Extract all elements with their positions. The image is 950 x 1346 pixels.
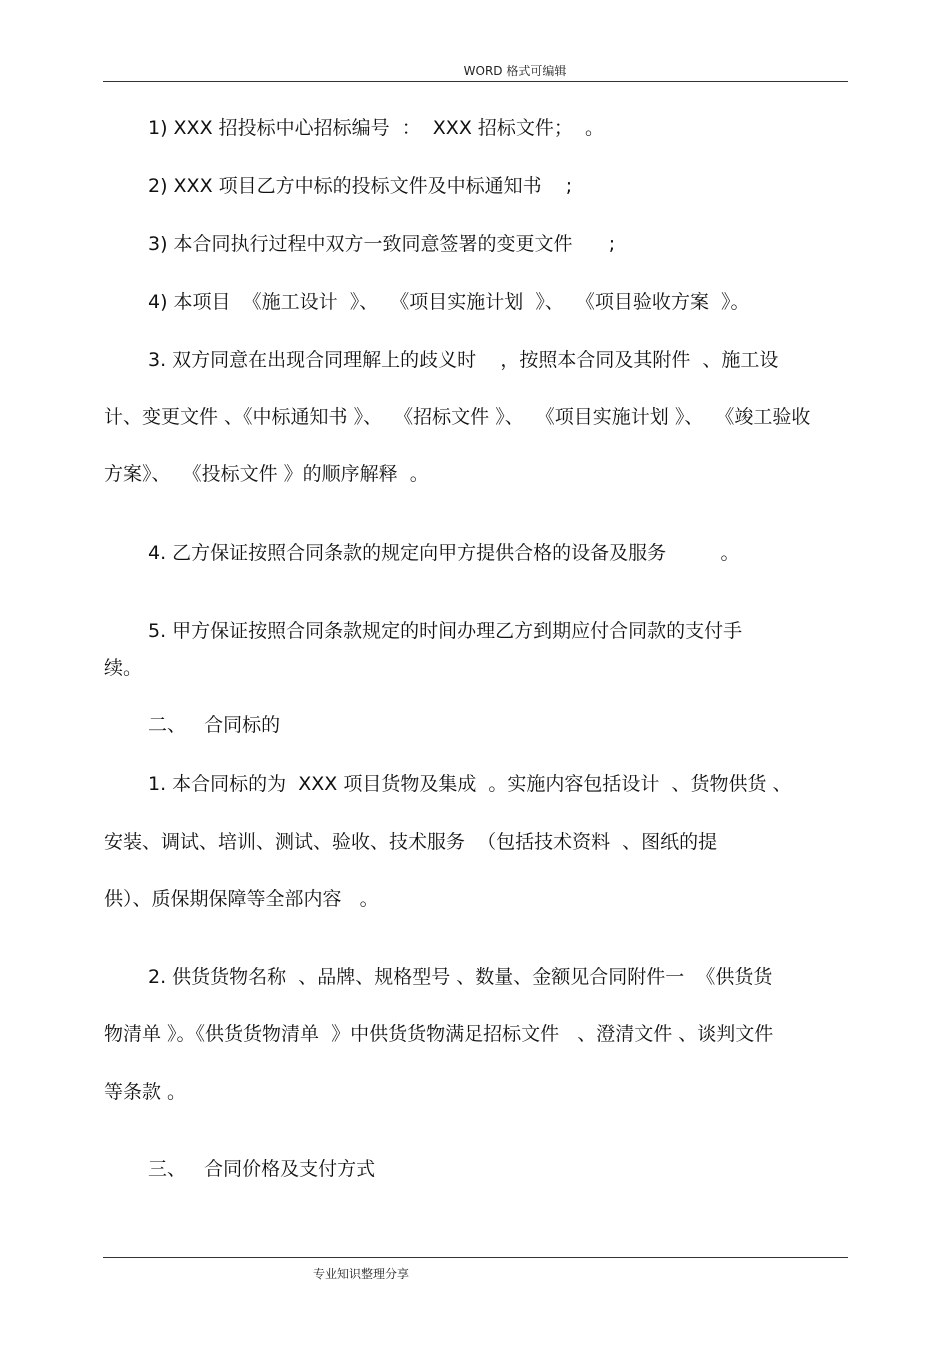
clause-line: 计、变更文件 、《中标通知书 》、 《招标文件 》、 《项目实施计划 》、 《竣工验收 (104, 406, 811, 428)
footer-rule (103, 1257, 848, 1258)
section-heading: 二、 合同标的 (148, 714, 281, 736)
clause-line: 供）、质保期保障等全部内容 。 (104, 888, 379, 910)
clause-line: 4) 本项目 《施工设计 》、 《项目实施计划 》、 《项目验收方案 》。 (148, 291, 750, 313)
clause-line: 等条款 。 (104, 1081, 187, 1103)
clause-line: 物清单 》。《供货货物清单 》中供货货物满足招标文件 、澄清文件 、谈判文件 (104, 1023, 774, 1045)
header-rule (103, 81, 848, 82)
clause-line: 安装、调试、培训、测试、验收、技术服务 （包括技术资料 、图纸的提 (104, 831, 718, 853)
clause-line: 续。 (104, 657, 143, 679)
clause-line: 3. 双方同意在出现合同理解上的歧义时 ，按照本合同及其附件 、施工设 (148, 349, 779, 371)
section-heading: 三、 合同价格及支付方式 (148, 1158, 376, 1180)
clause-line: 1) XXX 招投标中心招标编号 ： XXX 招标文件； 。 (148, 117, 604, 139)
clause-line: 4. 乙方保证按照合同条款的规定向甲方提供合格的设备及服务 。 (148, 542, 740, 564)
clause-line: 方案》、 《投标文件 》的顺序解释 。 (104, 463, 429, 485)
page-header: WORD 格式可编辑 (463, 64, 567, 78)
clause-line: 5. 甲方保证按照合同条款规定的时间办理乙方到期应付合同款的支付手 (148, 620, 743, 642)
clause-line: 3) 本合同执行过程中双方一致同意签署的变更文件 ; (148, 233, 616, 255)
page-footer: 专业知识整理分享 (313, 1267, 410, 1281)
clause-line: 1. 本合同标的为 XXX 项目货物及集成 。实施内容包括设计 、货物供货 、 (148, 773, 792, 795)
clause-line: 2) XXX 项目乙方中标的投标文件及中标通知书 ; (148, 175, 573, 197)
clause-line: 2. 供货货物名称 、品牌、规格型号 、数量、金额见合同附件一 《供货货 (148, 966, 773, 988)
